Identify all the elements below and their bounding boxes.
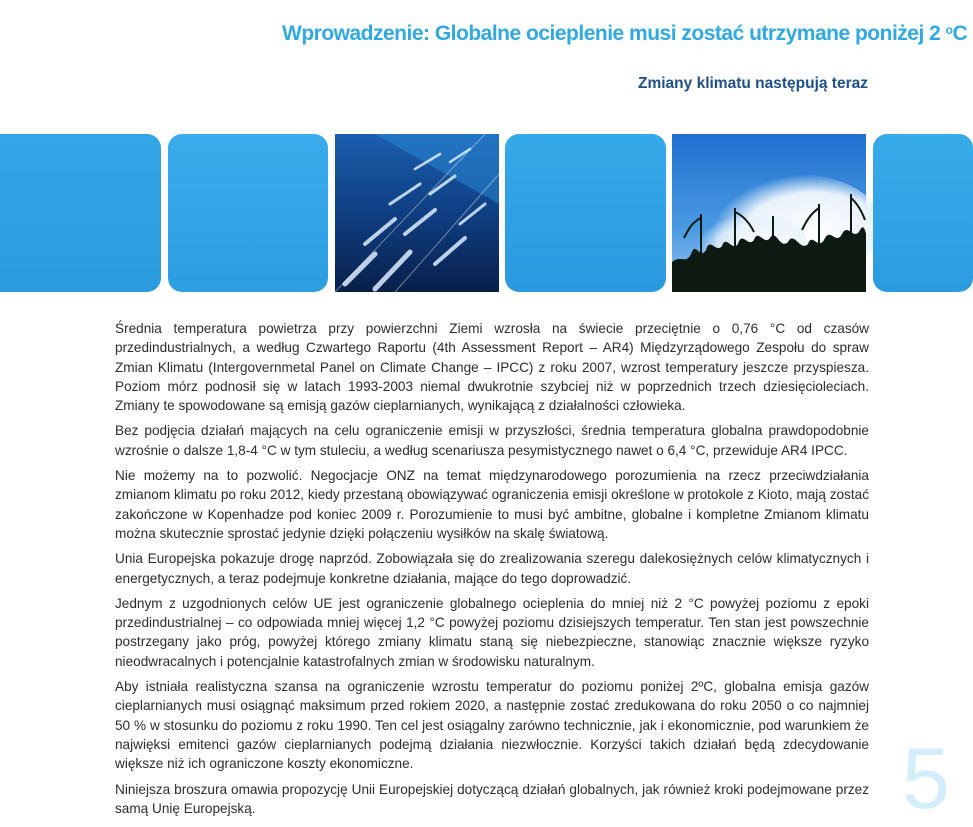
- paragraph: Aby istniała realistyczna szansa na ograniczenie wzrostu temperatur do poziomu poniżej 2ºC, globalna emisja gazów cieplarnianych musi osiągnąć maksimum przed rokiem 2020, a następnie zostać zredukowana do roku 2050 o co najmniej 50 % w stosunku do poziomu z roku 1990. Ten cel jest osiągalny zarówno technicznie, jak i ekonomicznie, pod warunkiem że najwięksi emitenci gazów cieplarnianych podejmą działania niezwłocznie. Korzyści takich działań będą zdecydowanie większe niż ich ograniczone koszty ekonomiczne.: [115, 679, 869, 772]
- page-title: [282, 17, 968, 47]
- paragraph: Nie możemy na to pozwolić. Negocjacje ONZ na temat międzynarodowego porozumienia na rzecz przeciwdziałania zmianom klimatu po roku 2012, kiedy przestaną obowiązywać ograniczenia emisji określone w protokole z Kioto, mają zostać zakończone w Kopenhadze pod koniec 2009 r. Porozumienie to musi być ambitne, globalne i kompletne Zmianom klimatu można skutecznie sprostać jedynie dzięki połączeniu wysiłków na skalę światową.: [115, 468, 869, 541]
- blue-panel-icon: [0, 134, 161, 292]
- page-number: 5: [902, 731, 950, 827]
- sky-clouds-cornfield-photo-icon: [672, 134, 866, 292]
- paragraph: Niniejsza broszura omawia propozycję Unii Europejskiej dotyczącą działań globalnych, jak również kroki podejmowane przez samą Unię Europejską.: [115, 781, 869, 816]
- highway-traffic-photo-icon: [335, 134, 499, 292]
- page-title-unit: C: [952, 22, 968, 46]
- page-title-degree: o: [945, 23, 953, 38]
- blue-panel-icon: [873, 134, 973, 292]
- body-text: [115, 319, 869, 824]
- blue-panel-icon: [168, 134, 328, 292]
- paragraph: Średnia temperatura powietrza przy powierzchni Ziemi wzrosła na świecie przeciętnie o 0,76 °C od czasów przedindustrialnych, a według Czwartego Raportu (4th Assessment Report – AR4) Międzyrządowego Zespołu do spraw Zmian Klimatu (Intergovernmetal Panel on Climate Change – IPCC) z roku 2007, wzrost temperatury jeszcze przyspiesza. Poziom mórz podnosił się w latach 1993-2003 niemal dwukrotnie szybciej niż w poprzednich trzech dziesięcioleciach. Zmiany te spowodowane są emisją gazów cieplarnianych, wynikającą z działalności człowieka.: [115, 321, 869, 414]
- photo-strip: [0, 134, 960, 293]
- paragraph: Bez podjęcia działań mających na celu ograniczenie emisji w przyszłości, średnia temperatura globalna prawdopodobnie wzrośnie o dalsze 1,8-4 °C w tym stuleciu, a według scenariusza pesymistycznego nawet o 6,4 °C, przewiduje AR4 IPCC.: [115, 423, 869, 458]
- paragraph: Jednym z uzgodnionych celów UE jest ograniczenie globalnego ocieplenia do mniej niż 2 °C powyżej poziomu z epoki przedindustrialnej – co odpowiada mniej więcej 1,2 °C powyżej poziomu dzisiejszych temperatur. Ten stan jest powszechnie postrzegany jako próg, powyżej którego zmiany klimatu staną się niebezpieczne, stanowiąc znacznie większe ryzyko nieodwracalnych i potencjalnie katastrofalnych zmian w środowisku naturalnym.: [115, 595, 869, 669]
- paragraph: Unia Europejska pokazuje drogę naprzód. Zobowiązała się do zrealizowania szeregu dalekosiężnych celów klimatycznych i energetycznych, a teraz podejmuje konkretne działania, mające do tego doprowadzić.: [115, 551, 869, 586]
- page-title-text: Wprowadzenie: Globalne ocieplenie musi zostać utrzymane poniżej 2: [282, 22, 941, 46]
- blue-panel-icon: [505, 134, 666, 292]
- section-subtitle: Zmiany klimatu następują teraz: [638, 75, 868, 92]
